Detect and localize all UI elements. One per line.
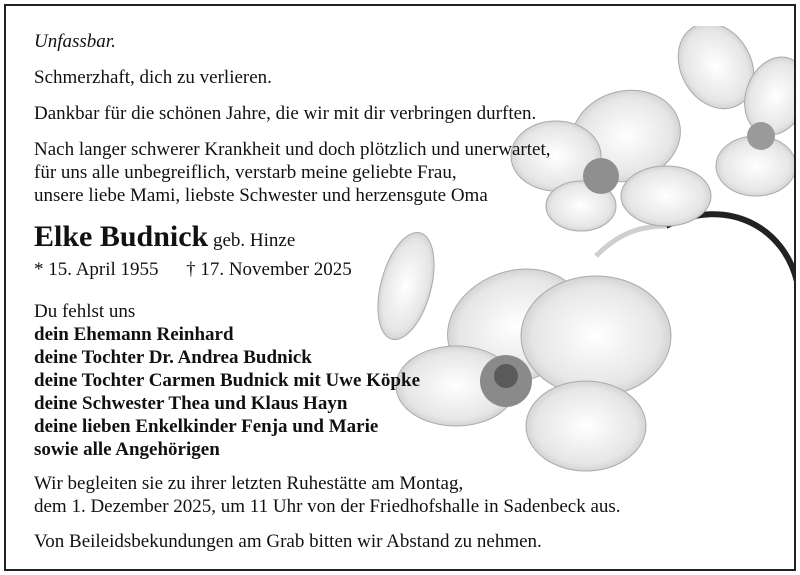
announcement-line: Nach langer schwerer Krankheit und doch plötzlich und unerwartet, (34, 139, 551, 160)
funeral-line: Wir begleiten sie zu ihrer letzten Ruhestätte am Montag, (34, 473, 464, 494)
obituary-notice (4, 4, 796, 571)
thanks-line: Dankbar für die schönen Jahre, die wir mit dir verbringen durften. (34, 103, 537, 124)
orchid-image (366, 26, 796, 486)
mourner-line: deine Tochter Carmen Budnick mit Uwe Köpke (34, 370, 421, 391)
death-date: † 17. November 2025 (186, 259, 352, 280)
funeral-line: dem 1. Dezember 2025, um 11 Uhr von der Friedhofshalle in Sadenbeck aus. (34, 496, 621, 517)
mourner-line: deine Schwester Thea und Klaus Hayn (34, 393, 348, 414)
birth-date: * 15. April 1955 (34, 259, 159, 280)
maiden-name: geb. Hinze (213, 230, 296, 251)
mourner-line: dein Ehemann Reinhard (34, 324, 234, 345)
mourner-line: deine Tochter Dr. Andrea Budnick (34, 347, 312, 368)
intro-line: Unfassbar. (34, 31, 116, 52)
announcement-line: für uns alle unbegreiflich, verstarb meine geliebte Frau, (34, 162, 457, 183)
mourners-intro: Du fehlst uns (34, 301, 136, 322)
condolence-note: Von Beileidsbekundungen am Grab bitten wir Abstand zu nehmen. (34, 531, 542, 552)
deceased-heading (34, 220, 295, 254)
deceased-name: Elke Budnick (34, 220, 209, 253)
pain-line: Schmerzhaft, dich zu verlieren. (34, 67, 272, 88)
announcement-line: unsere liebe Mami, liebste Schwester und herzensgute Oma (34, 185, 488, 206)
mourner-line: sowie alle Angehörigen (34, 439, 220, 460)
life-dates (34, 258, 352, 281)
mourner-line: deine lieben Enkelkinder Fenja und Marie (34, 416, 379, 437)
